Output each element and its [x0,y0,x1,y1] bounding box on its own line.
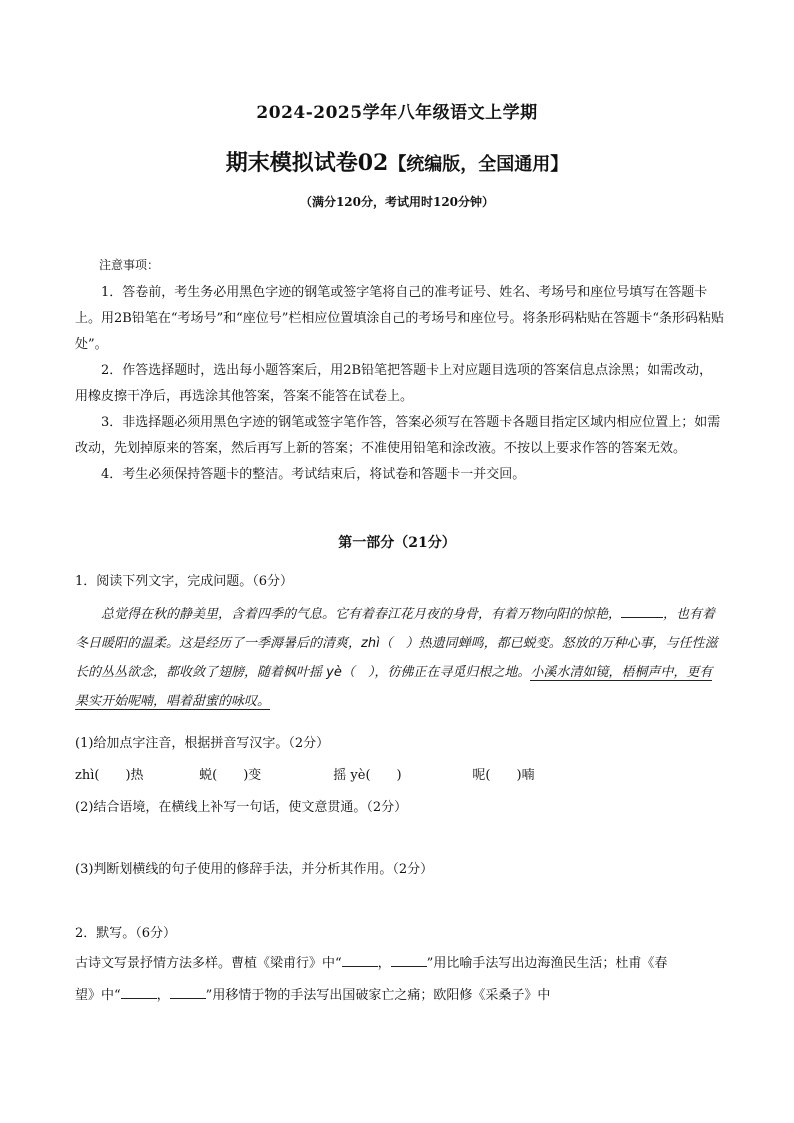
question-1-sub3: (3)判断划横线的句子使用的修辞手法，并分析其作用。（2分） [75,862,434,877]
notice-item: 1．答卷前，考生务必用黑色字迹的钢笔或签字笔将自己的准考证号、姓名、考场号和座位号填写在答题卡上。用2B铅笔在“考场号”和“座位号”栏相应位置填涂自己的考场号和座位号。将条形码粘贴在答题卡“条形码粘贴处”。 [75,285,725,352]
q2-text: ， [377,956,391,971]
fill-item[interactable]: 蜕( )变 [199,768,262,783]
fill-item[interactable]: 呢( )喃 [472,768,535,783]
exam-title-edition: 【统编版，全国通用】 [388,154,569,175]
notice-item: 2．作答选择题时，选出每小题答案后，用2B铅笔把答题卡上对应题目选项的答案信息点涂黑；如需改动，用橡皮擦干净后，再选涂其他答案，答案不能答在试卷上。 [75,363,713,404]
q2-text: 古诗文写景抒情方法多样。曹植《梁甫行》中“ [75,956,342,971]
answer-blank[interactable] [621,605,663,618]
q2-text: 望》中“ [75,988,121,1003]
question-1-sub2: (2)结合语境，在横线上补写一句话，使文意贯通。（2分） [75,800,408,815]
question-2-stem: 2．默写。（6分） [75,926,177,941]
q2-text: ， [156,988,170,1003]
question-1-sub1: (1)给加点字注音，根据拼音写汉字。（2分） [75,736,330,751]
notice-item: 4．考生必须保持答题卡的整洁。考试结束后，将试卷和答题卡一并交回。 [101,467,526,482]
notice-heading: 注意事项： [99,258,160,272]
pinyin-fill-row [75,764,582,783]
exam-title-main: 期末模拟试卷02 [225,150,389,176]
section-title: 第一部分（21分） [338,535,456,551]
answer-blank[interactable] [170,986,206,999]
fill-item[interactable]: zhì( )热 [75,768,144,783]
q2-text: ”用移情于物的手法写出国破家亡之痛；欧阳修《采桑子》中 [205,988,551,1003]
score-note: （满分120分，考试用时120分钟） [299,195,495,209]
notice-list [75,280,725,488]
passage-text-b: ，也有着冬日暖阳的温柔。这是经历了一季溽暑后的清爽，zhì（ ）热遗同蝉鸣，都已蜕变。怒放的万种心事，与任性滋长的丛丛欲念，都收敛了翅膀，随着枫叶摇 yè（ ），彷佛正在寻觅归根之地。 [75,607,718,680]
answer-blank[interactable] [391,954,427,967]
answer-blank[interactable] [121,986,157,999]
question-1-stem: 1．阅读下列文字，完成问题。（6分） [75,574,294,589]
exam-title [0,146,794,177]
answer-blank[interactable] [342,954,378,967]
notice-item: 3．非选择题必须用黑色字迹的钢笔或签字笔作答，答案必须写在答题卡各题目指定区域内相应位置上；如需改动，先划掉原来的答案，然后再写上新的答案；不准使用铅笔和涂改液。不按以上要求作答的答案无效。 [75,415,721,456]
exam-title-year: 2024-2025学年八年级语文上学期 [256,103,538,123]
question-1-passage [75,600,725,716]
underlined-sentence: 小溪水清如镜，梧桐声中，更有果实开始呢喃，唱着甜蜜的咏叹。 [75,665,713,709]
passage-text-a: 总觉得在秋的静美里，含着四季的气息。它有着春江花月夜的身骨，有着万物向阳的惊艳， [101,607,622,622]
question-2-line1 [75,952,725,971]
question-2-line2 [75,984,725,1003]
fill-item[interactable]: 摇 yè( ) [333,768,402,783]
q2-text: ”用比喻手法写出边海渔民生活；杜甫《春 [426,956,668,971]
